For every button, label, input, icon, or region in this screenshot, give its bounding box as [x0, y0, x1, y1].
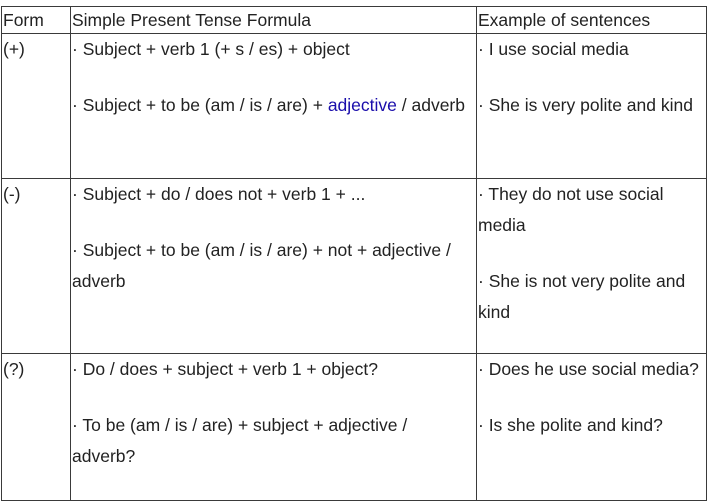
example-line: · I use social media: [478, 39, 629, 59]
example-line: · She is not very polite and kind: [478, 271, 686, 322]
form-cell: (-): [2, 179, 71, 354]
header-example: Example of sentences: [477, 7, 707, 34]
example-line: · Does he use social media?: [478, 359, 699, 379]
form-cell: (?): [2, 354, 71, 501]
example-line: · She is very polite and kind: [478, 95, 693, 115]
adjective-link[interactable]: adjective: [327, 95, 397, 115]
example-line: · They do not use social media: [478, 184, 664, 235]
formula-cell: [71, 34, 477, 179]
header-form: Form: [2, 7, 71, 34]
formula-line: · Subject + to be (am / is / are) + not + adjective / adverb: [72, 240, 451, 291]
example-cell: [477, 179, 707, 354]
example-line: · Is she polite and kind?: [478, 415, 663, 435]
table-header-row: [2, 7, 707, 34]
header-formula: Simple Present Tense Formula: [71, 7, 477, 34]
formula-line: · Subject + do / does not + verb 1 + ...: [72, 184, 366, 204]
formula-text: · Subject + to be (am / is / are) +: [72, 95, 328, 115]
formula-cell: [71, 179, 477, 354]
form-cell: (+): [2, 34, 71, 179]
formula-line: [72, 90, 474, 121]
table-row-positive: [2, 34, 707, 179]
formula-text: / adverb: [396, 95, 465, 115]
formula-line: · To be (am / is / are) + subject + adjective / adverb?: [72, 415, 408, 466]
formula-cell: [71, 354, 477, 501]
formula-line: · Do / does + subject + verb 1 + object?: [72, 359, 378, 379]
example-cell: [477, 354, 707, 501]
table-row-negative: [2, 179, 707, 354]
simple-present-tense-table: [1, 6, 707, 501]
table-row-question: [2, 354, 707, 501]
formula-line: · Subject + verb 1 (+ s / es) + object: [72, 39, 350, 59]
example-cell: [477, 34, 707, 179]
